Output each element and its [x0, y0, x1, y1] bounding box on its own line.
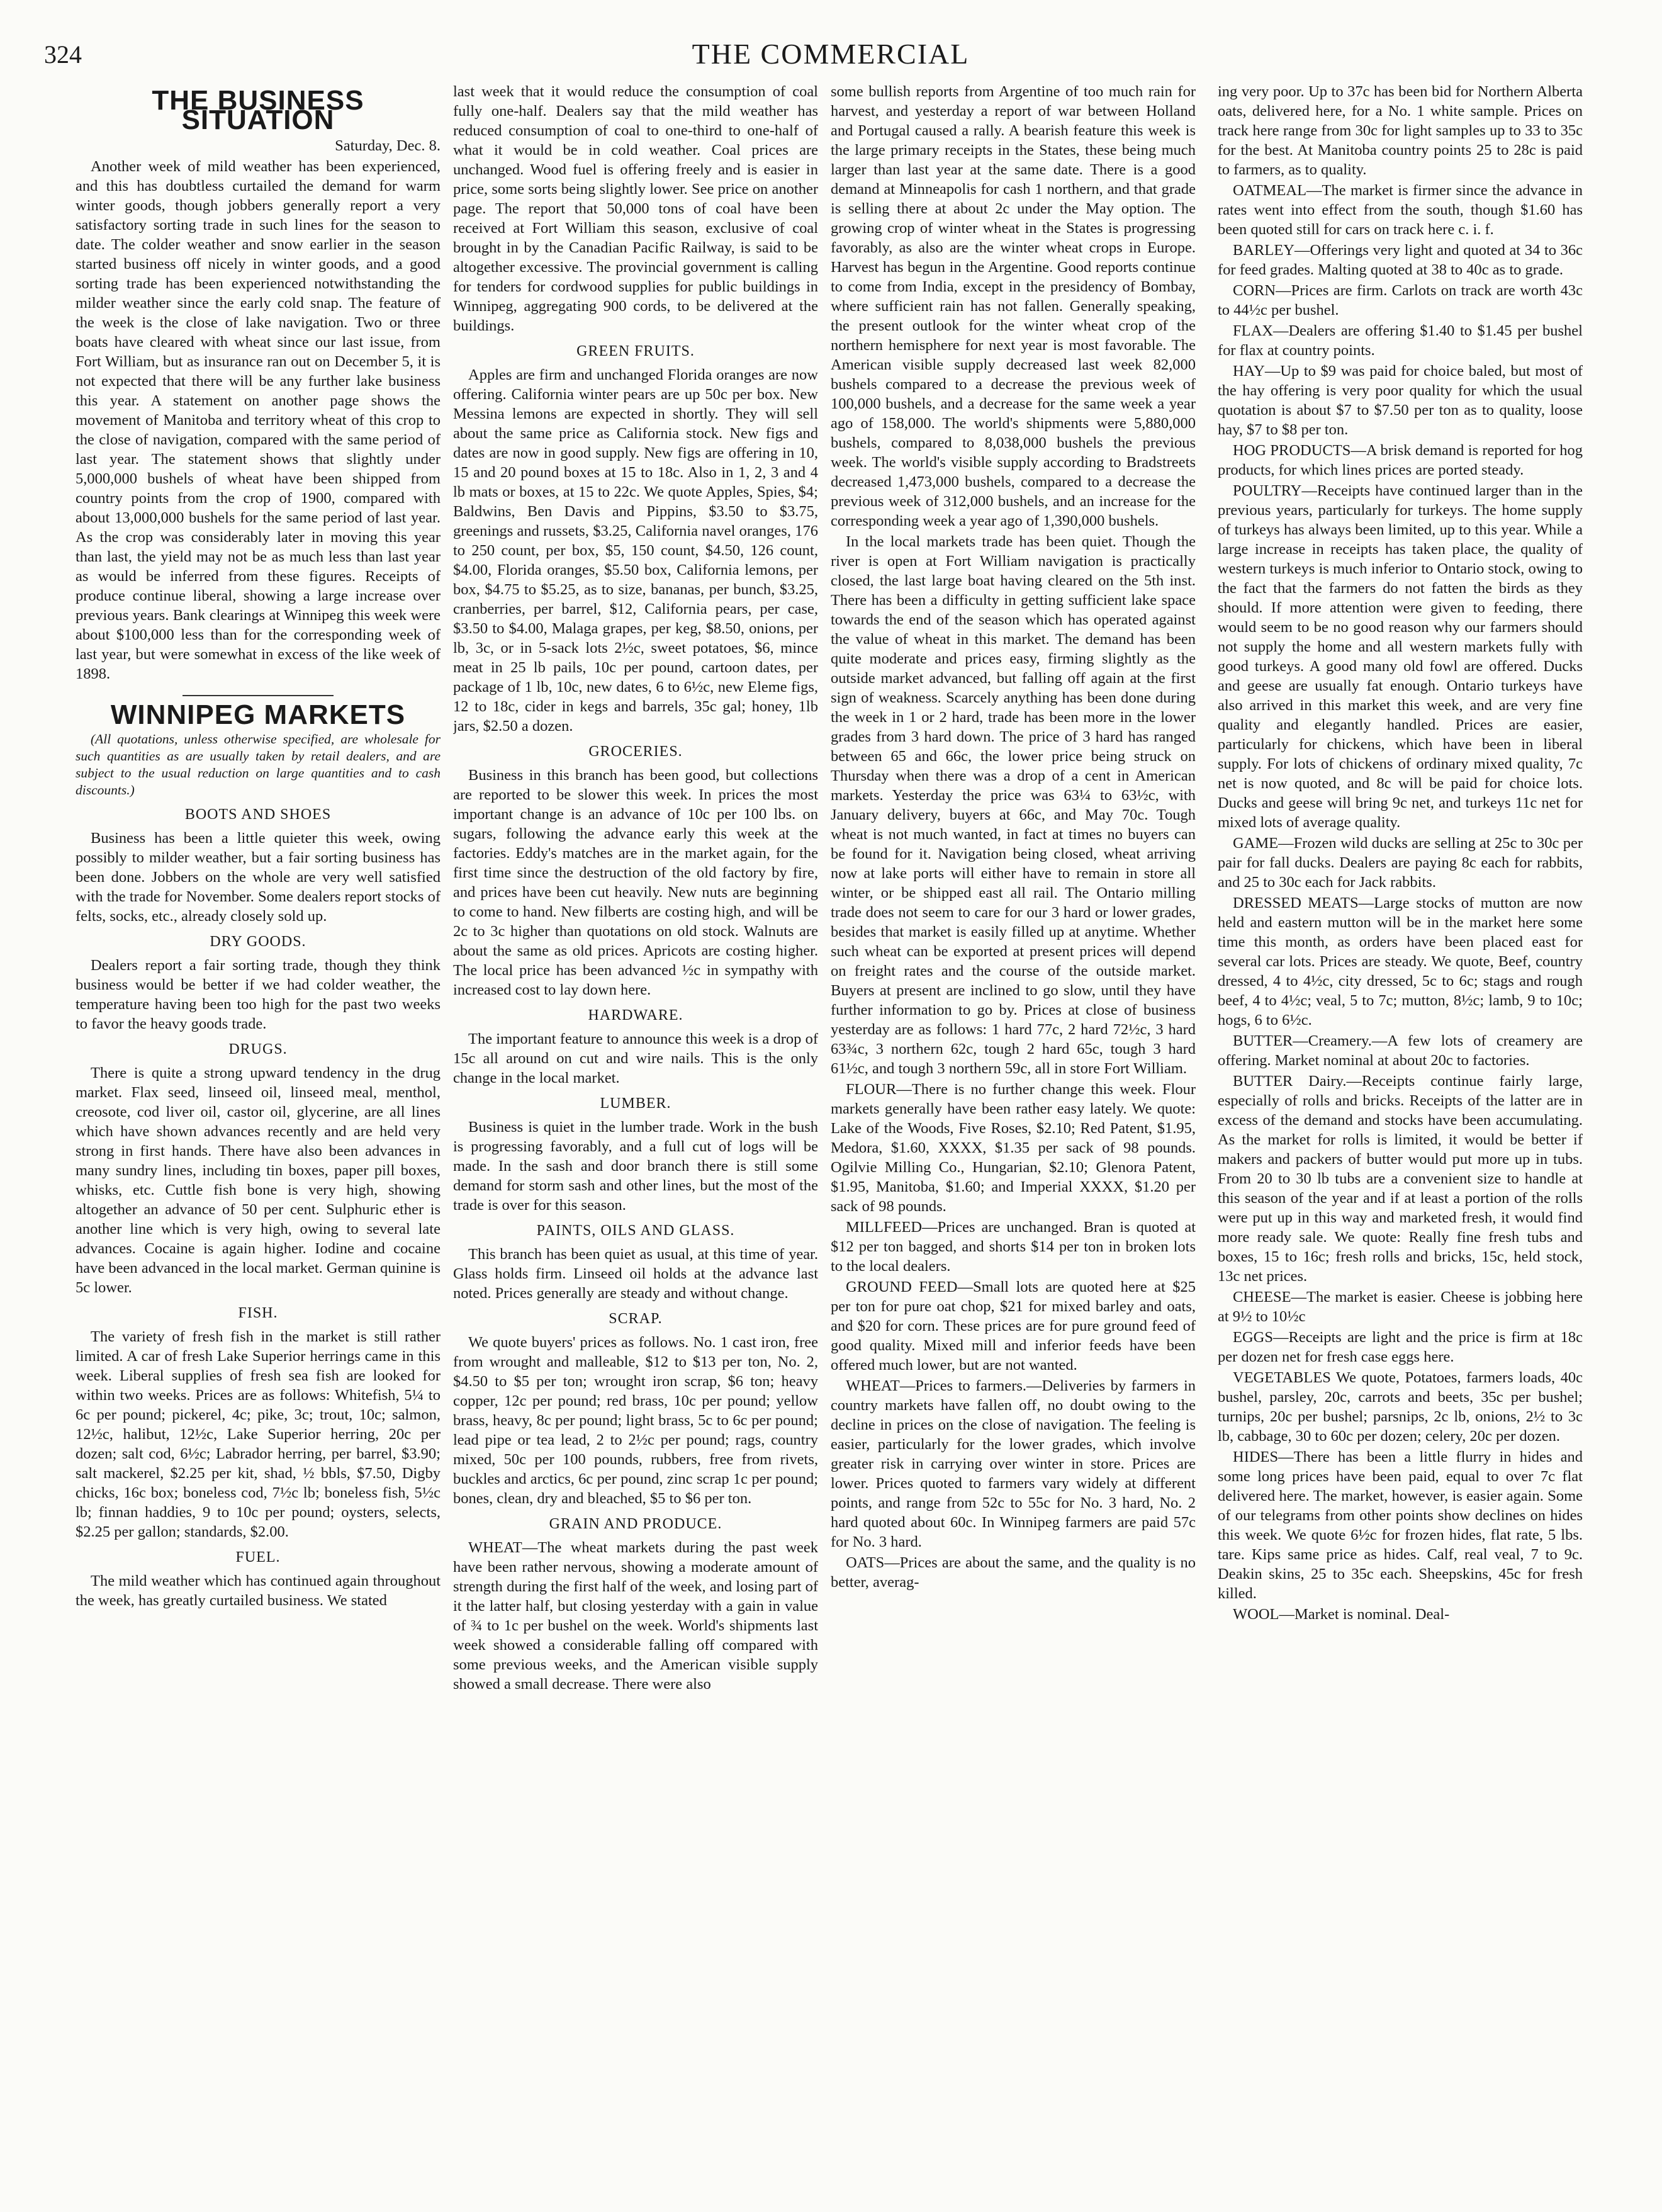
section-heading-fish: FISH. — [238, 1305, 278, 1321]
section-heading-hardware: HARDWARE. — [588, 1007, 683, 1024]
paints-paragraph: This branch has been quiet as usual, at this time of year. Glass holds firm. Linseed oil holds at the advance last noted. Prices generally are steady and without change. — [453, 1246, 818, 1302]
section-heading-groceries: GROCERIES. — [588, 743, 683, 760]
barley-paragraph: BARLEY—Offerings very light and quoted at 34 to 36c for feed grades. Malting quoted at 38 to 40c as to grade. — [1218, 242, 1583, 278]
hog-products-paragraph: HOG PRODUCTS—A brisk demand is reported for hog products, for which lines prices are ported steady. — [1218, 442, 1583, 478]
fuel-continued-paragraph: last week that it would reduce the consumption of coal fully one-half. Dealers say that the mild weather has reduced consumption of coal to one-third to one-half of what it would be in cold weather. Coal prices are unchanged. Wood fuel is offering freely and is easier in price, some sorts being slightly lower. See price on another page. The report that 50,000 tons of coal have been received at Fort William this season, exclusive of coal brought in by the Canadian Pacific Railway, is said to be altogether excessive. The provincial government is calling for tenders for cordwood supplies for public buildings in Winnipeg, aggregating 900 cords, to be delivered at the buildings. — [453, 83, 818, 334]
millfeed-paragraph: MILLFEED—Prices are unchanged. Bran is quoted at $12 per ton bagged, and shorts $14 per ton in broken lots to the local dealers. — [831, 1219, 1196, 1275]
drugs-paragraph: There is quite a strong upward tendency in the drug market. Flax seed, linseed oil, linseed meal, menthol, creosote, cod liver oil, castor oil, glycerine, are all lines which have shown advances recently and are held very strong in first hands. There have also been advances in many sundry lines, including tin boxes, paper pill boxes, whisks, etc. Cuttle fish bone is very high, showing altogether an advance of 50 per cent. Sulphuric ether is another line which is very high, owing to several late advances. Cocaine is again higher. Iodine and cocaine have been advanced in the local market. German quinine is 5c lower. — [76, 1064, 441, 1296]
quotations-note: (All quotations, unless otherwise specified, are wholesale for such quantities as are usually taken by retail dealers, and are subject to the usual reduction on large quantities and to cash discounts.) — [76, 731, 441, 798]
wheat-farmers-paragraph: WHEAT—Prices to farmers.—Deliveries by farmers in country markets have fallen off, no doubt owing to the decline in prices on the close of navigation. The feeling is easier, particularly for the lower grades, which involve greater risk in carrying over winter in store. Prices are lower. Prices quoted to farmers vary widely at different points, and range from 52c to 55c for No. 3 hard, No. 2 hard quoted about 60c. In Winnipeg farmers are paid 57c for No. 3 hard. — [831, 1377, 1196, 1550]
publication-title: THE COMMERCIAL — [692, 38, 970, 70]
boots-paragraph: Business has been a little quieter this week, owing possibly to milder weather, but a fair sorting business has been done. Jobbers on the whole are very well satisfied with the trade for November. Some dealers report stocks of felts, socks, etc., already closely sold up. — [76, 830, 441, 925]
wheat-continued-paragraph: some bullish reports from Argentine of too much rain for harvest, and yesterday a report of war between Holland and Portugal caused a rally. A bearish feature this week is the large primary receipts in the States, these being much larger than last year at the same date. There is a good demand at Minneapolis for cash 1 northern, and that grade is selling there at about 2c under the May option. The growing crop of winter wheat in the States is progressing favorably, as also are the winter wheat crops in Europe. Harvest has begun in the Argentine. Good reports continue to come from India, except in the presidency of Bombay, where sufficient rain has not fallen. Generally speaking, the present outlook for the winter wheat crop of the northern hemisphere for next year is most favorable. The American visible supply decreased last week 82,000 bushels compared to a decrease the previous week of 100,000 bushels, and a decrease for the same week a year ago of 158,000. The world's shipments were 5,880,000 bushels, compared to 8,038,000 bushels the previous week. The world's visible supply according to Bradstreets decreased 1,473,000 bushels, compared to a decrease the previous week of 312,000 bushels, and an increase for the corresponding week a year ago of 1,390,000 bushels. — [831, 83, 1196, 529]
butter-creamery-paragraph: BUTTER—Creamery.—A few lots of creamery are offering. Market nominal at about 20c to factories. — [1218, 1032, 1583, 1069]
poultry-paragraph: POULTRY—Receipts have continued larger than in the previous years, particularly for turkeys. The home supply of turkeys has always been limited, up to this year. While a large increase in receipts has taken place, the quality of western turkeys is much inferior to Ontario stock, owing to the fact that the farmers do not fatten the birds as they should. If more attention were given to feeding, there would seem to be no good reason why our farmers should not supply the home and all western markets fully with good turkeys. A good many old fowl are offered. Ducks and geese are usually fat enough. Ontario turkeys have also arrived in this market this week, and are very fine quality and elegantly handled. Prices are easier, particularly for chickens, which have been in liberal supply. For lots of chickens of ordinary mixed quality, 7c net is now quoted, and 8c will be paid for choice lots. Ducks and geese will bring 9c net, and turkeys 11c net for mixed lots of average quality. — [1218, 482, 1583, 831]
divider — [182, 695, 334, 696]
hardware-paragraph: The important feature to announce this week is a drop of 15c all around on cut and wire nails. This is the only change in the local market. — [453, 1030, 818, 1086]
column-1 — [76, 82, 441, 2197]
groceries-paragraph: Business in this branch has been good, but collections are reported to be slower this week. In prices the most important change is an advance of 10c per 100 lbs. on sugars, following the advance early this week at the factories. Eddy's matches are in the market again, for the first time since the destruction of the old factory by fire, and prices have been cut heavily. New nuts are beginning to come to hand. New filberts are costing high, and will be 2c to 3c higher than quotations on old stock. Walnuts are about the same as old prices. Apricots are costing higher. The local price has been advanced ½c in sympathy with increased cost to lay down here. — [453, 767, 818, 998]
flour-paragraph: FLOUR—There is no further change this week. Flour markets generally have been rather easy lately. We quote: Lake of the Woods, Five Roses, $2.10; Red Patent, $1.95, Medora, $1.60, XXXX, $1.35 per sack of 98 pounds. Ogilvie Milling Co., Hungarian, $2.10; Glenora Patent, $1.95, Manitoba, $1.60; and Imperial XXXX, $1.20 per sack of 98 pounds. — [831, 1081, 1196, 1215]
oatmeal-paragraph: OATMEAL—The market is firmer since the advance in rates went into effect from the south, though $1.60 has been quoted still for cars on track here c. i. f. — [1218, 182, 1583, 238]
section-heading-scrap: SCRAP. — [609, 1311, 663, 1327]
dressed-meats-paragraph: DRESSED MEATS—Large stocks of mutton are now held and eastern mutton will be in the market here some time this month, as orders have been placed east for several car lots. Prices are steady. We quote, Beef, country dressed, 4 to 4½c, city dressed, 5c to 6c; stags and rough beef, 4 to 4½c; veal, 5 to 7c; mutton, 8½c; lamb, 9 to 10c; hogs, 6 to 6½c. — [1218, 894, 1583, 1029]
section-heading-grain: GRAIN AND PRODUCE. — [549, 1516, 722, 1532]
dry-goods-paragraph: Dealers report a fair sorting trade, though they think business would be better if we had colder weather, the temperature having been too high for the past two weeks to favor the heavy goods trade. — [76, 957, 441, 1032]
section-heading-paints: PAINTS, OILS AND GLASS. — [536, 1222, 735, 1239]
fish-paragraph: The variety of fresh fish in the market is still rather limited. A car of fresh Lake Superior herrings came in this week. Liberal supplies of fresh sea fish are looked for within two weeks. Prices are as follows: Whitefish, 5¼ to 6c per pound; pickerel, 4c; pike, 3c; trout, 10c; salmon, 12½c, halibut, 12½c, Lake Superior herring, 20c per dozen; salt cod, 6½c; Labrador herring, per barrel, $3.90; salt mackerel, $2.25 per kit, shad, ½ bbls, $7.50, Digby chicks, 16c box; boneless cod, 7½c lb; boneless fish, 5½c lb; finnan haddies, 9 to 10c per pound; oysters, selects, $2.25 per gallon; standards, $2.00. — [76, 1328, 441, 1540]
butter-dairy-paragraph: BUTTER Dairy.—Receipts continue fairly large, especially of rolls and bricks. Receipts of the latter are in excess of the demand and stocks have been accumulating. As the market for rolls is limited, it would be better if makers and packers of butter would put more up in tubs. From 20 to 30 lb tubs are a convenient size to handle at this season of the year and if at least a portion of the rolls were put up in this way and marketed fresh, it would find more ready sale. We quote: Really fine fresh tubs and boxes, 15 to 16c; fresh rolls and bricks, 15c, held stock, 13c net prices. — [1218, 1073, 1583, 1285]
business-situation-heading: THE BUSINESS SITUATION — [152, 85, 364, 135]
page-header — [38, 35, 1624, 79]
game-paragraph: GAME—Frozen wild ducks are selling at 25c to 30c per pair for fall ducks. Dealers are paying 8c each for rabbits, and 25 to 30c each for Jack rabbits. — [1218, 835, 1583, 891]
column-4 — [1218, 82, 1583, 2197]
dateline: Saturday, Dec. 8. — [335, 137, 441, 154]
wool-paragraph: WOOL—Market is nominal. Deal- — [1233, 1606, 1450, 1623]
corn-paragraph: CORN—Prices are firm. Carlots on track are worth 43c to 44½c per bushel. — [1218, 282, 1583, 319]
section-heading-drugs: DRUGS. — [228, 1041, 288, 1058]
section-heading-lumber: LUMBER. — [600, 1095, 671, 1112]
page-number: 324 — [44, 40, 82, 69]
oats-paragraph: OATS—Prices are about the same, and the quality is no better, averag- — [831, 1554, 1196, 1591]
hay-paragraph: HAY—Up to $9 was paid for choice baled, but most of the hay offering is very poor quality for which the usual quotation is about $7 to $7.50 per ton as to quality, loose hay, $7 to $8 per ton. — [1218, 363, 1583, 438]
column-2 — [453, 82, 818, 2197]
eggs-paragraph: EGGS—Receipts are light and the price is firm at 18c per dozen net for fresh case eggs here. — [1218, 1329, 1583, 1365]
section-heading-fuel: FUEL. — [235, 1549, 281, 1566]
column-3 — [831, 82, 1196, 2197]
hides-paragraph: HIDES—There has been a little flurry in hides and some long prices have been paid, equal to over 7c flat delivered here. The market, however, is easier again. Some of our telegrams from other points show declines on hides this week. We quote 6½c for frozen hides, flat rate, 5 lbs. tare. Kips same price as hides. Calf, real veal, 7 to 9c. Deakin skins, 25 to 35c each. Sheepskins, 45c for fresh killed. — [1218, 1448, 1583, 1602]
section-heading-boots: BOOTS AND SHOES — [184, 806, 332, 823]
local-markets-paragraph: In the local markets trade has been quiet. Though the river is open at Fort William navigation is practically closed, the last large boat having cleared on the 5th inst. There has been a difficulty in getting sufficient lake space towards the end of the season which has operated against the value of wheat in this market. The demand has been quite moderate and prices easy, firming slightly as the outside market advanced, but falling off again at the first sign of weakness. Scarcely anything has been done during the week in 1 or 2 hard, trade has been more in the lower grades from 3 hard down. The price of 3 hard has ranged between 65 and 66c, the lower price being struck on Thursday when there was a drop of a cent in American markets. Yesterday the price was 63¼ to 63½c, with January delivery, buyers at 66c, and May 70c. Tough wheat is not much wanted, in fact at times no buyers can be found for it. Navigation being closed, wheat arriving now at lake ports will either have to remain in store all winter, or be shipped east all rail. The Ontario milling trade does not seem to care for our 3 hard or lower grades, besides that market is easily filled up at anytime. Whether such wheat can be exported at present prices will depend on freight rates and the course of the outside market. Buyers at present are inclined to go slow, until they have further information to go by. Prices at close of business yesterday are as follows: 1 hard 77c, 2 hard 72½c, 3 hard 63¾c, 3 northern 62c, tough 2 hard 65c, tough 3 hard 61½c, and tough 3 northern 59c, all in store Fort William. — [831, 533, 1196, 1077]
section-heading-green-fruits: GREEN FRUITS. — [576, 343, 695, 359]
cheese-paragraph: CHEESE—The market is easier. Cheese is jobbing here at 9½ to 10½c — [1218, 1289, 1583, 1325]
ground-feed-paragraph: GROUND FEED—Small lots are quoted here at $25 per ton for pure oat chop, $21 for mixed barley and oats, and $20 for corn. These prices are for pure ground feed of good quality. Mixed mill and inferior feeds have been offered much lower, but are not wanted. — [831, 1278, 1196, 1374]
green-fruits-paragraph: Apples are firm and unchanged Florida oranges are now offering. California winter pears are up 50c per box. New Messina lemons are expected in shortly. They will sell about the same price as California stock. New figs and dates are now in good supply. New figs are offering in 10, 15 and 20 pound boxes at 15 to 18c. Also in 1, 2, 3 and 4 lb mats or boxes, at 15 to 22c. We quote Apples, Spies, $4; Baldwins, Ben Davis and Pippins, $3.50 to $3.75, greenings and russets, $3.25, California navel oranges, 176 to 250 count, per box, $5, 150 count, $4.50, 126 count, $4.00, Florida oranges, $5.50 box, California lemons, per box, $4.75 to $5.25, as to size, bananas, per bunch, $3.25, cranberries, per barrel, $12, California pears, per case, $3.50 to $4.00, Malaga grapes, per keg, $8.50, onions, per lb, 3c, or in 5-sack lots 2½c, sweet potatoes, $6, mince meat in 25 lb pails, 10c per pound, cartoon dates, per package of 1 lb, 10c, new dates, 6 to 6½c, new Eleme figs, 12 to 18c, cider in kegs and barrels, 35c gal; honey, 1lb jars, $2.50 a dozen. — [453, 366, 818, 735]
winnipeg-markets-heading: WINNIPEG MARKETS — [110, 699, 406, 730]
vegetables-paragraph: VEGETABLES We quote, Potatoes, farmers loads, 40c bushel, parsley, 20c, carrots and beets, 35c per bushel; turnips, 20c per bushel; parsnips, 2c lb, onions, 2½ to 3c lb, cabbage, 30 to 60c per dozen; celery, 20c per dozen. — [1218, 1369, 1583, 1445]
business-paragraph: Another week of mild weather has been experienced, and this has doubtless curtailed the demand for warm winter goods, though jobbers generally report a very satisfactory sorting trade in such lines for the season to date. The colder weather and snow earlier in the season started business off nicely in winter goods, and a good sorting trade has been experienced notwithstanding the milder weather since the early cold snap. The feature of the week is the close of lake navigation. Two or three boats have cleared with wheat since our last issue, from Fort William, but as insurance ran out on December 5, it is not expected that there will be any further lake business this year. A statement on another page shows the movement of Manitoba and territory wheat of this crop to the close of navigation, compared with the same period of last year. The statement shows that slightly under 5,000,000 bushels of wheat have been shipped from country points from the crop of 1900, compared with about 13,000,000 bushels for the same period of last year. As the crop was considerably later in moving this year than last, the yield may not be as much less than last year as would be inferred from these figures. Receipts of produce continue liberal, showing a large increase over previous years. Bank clearings at Winnipeg this week were about $100,000 less than for the corresponding week of last year, but were somewhat in excess of the like week of 1898. — [76, 158, 441, 682]
flax-paragraph: FLAX—Dealers are offering $1.40 to $1.45 per bushel for flax at country points. — [1218, 322, 1583, 359]
fuel-paragraph: The mild weather which has continued again throughout the week, has greatly curtailed business. We stated — [76, 1572, 441, 1609]
lumber-paragraph: Business is quiet in the lumber trade. Work in the bush is progressing favorably, and a full cut of logs will be made. In the sash and door branch there is still some demand for storm sash and other lines, but the most of the trade is over for this season. — [453, 1119, 818, 1214]
section-heading-dry-goods: DRY GOODS. — [210, 934, 306, 950]
scrap-paragraph: We quote buyers' prices as follows. No. 1 cast iron, free from wrought and malleable, $12 to $13 per ton, No. 2, $4.50 to $5 per ton; wrought iron scrap, $6 ton; heavy copper, 12c per pound; red brass, 10c per pound; yellow brass, heavy, 8c per pound; light brass, 5c to 6c per pound; lead pipe or tea lead, 2 to 2½c per pound; rags, country mixed, 50c per 100 pounds, rubbers, free from rivets, buckles and arctics, 6c per pound, zinc scrap 1c per pound; bones, clean, dry and bleached, $5 to $6 per ton. — [453, 1334, 818, 1507]
oats-continued-paragraph: ing very poor. Up to 37c has been bid for Northern Alberta oats, delivered here, for a No. 1 white sample. Prices on track here range from 30c for light samples up to 33 to 35c for the best. At Manitoba country points 25 to 28c is paid to farmers, as to quality. — [1218, 83, 1583, 178]
wheat-paragraph: WHEAT—The wheat markets during the past week have been rather nervous, showing a moderate amount of strength during the first half of the week, and losing part of it the latter half, but closing yesterday with a gain in value of ¾ to 1c per bushel on the week. World's shipments last week showed a considerable falling off compared with some previous weeks, and the American visible supply showed a small decrease. There were also — [453, 1539, 818, 1693]
